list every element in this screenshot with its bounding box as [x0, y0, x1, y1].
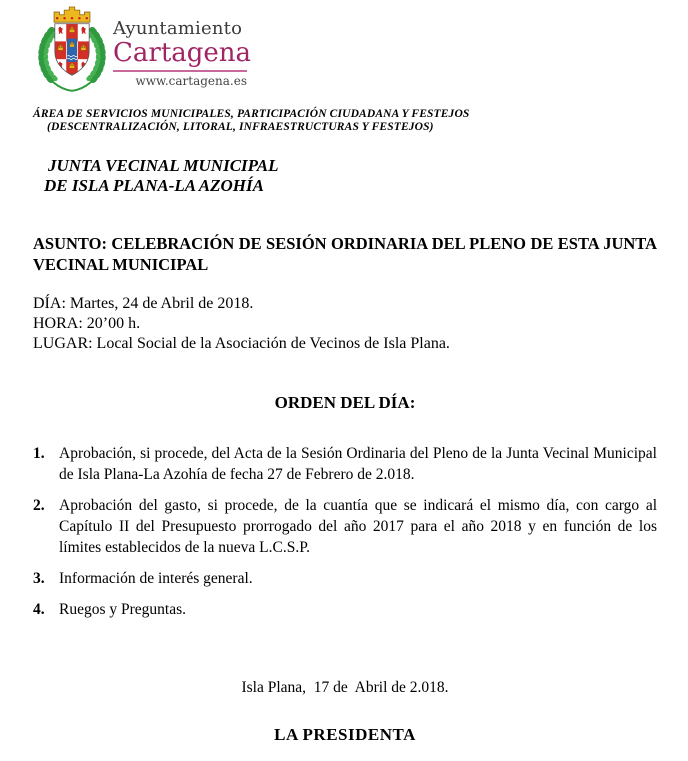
- agenda-item-text: Ruegos y Preguntas.: [59, 601, 187, 618]
- signature-title: LA PRESIDENTA: [274, 725, 416, 744]
- session-time: HORA: 20’00 h.: [33, 315, 141, 332]
- subject-line: ASUNTO: CELEBRACIÓN DE SESIÓN ORDINARIA DEL PLENO DE ESTA JUNTA VECINAL MUNICIPAL: [33, 234, 657, 274]
- agenda-item: [33, 495, 657, 558]
- agenda-item-number: 4.: [33, 601, 45, 618]
- agenda-item: [33, 568, 657, 589]
- agenda-item-number: 3.: [33, 570, 45, 587]
- closing-place-date: Isla Plana, 17 de Abril de 2.018.: [241, 679, 449, 696]
- agenda-title: ORDEN DEL DÍA:: [274, 393, 416, 412]
- agenda-item: [33, 599, 657, 620]
- department-line2: (DESCENTRALIZACIÓN, LITORAL, INFRAESTRUCTURAS Y FESTEJOS): [47, 121, 434, 133]
- agenda-item-text: Aprobación, si procede, del Acta de la Sesión Ordinaria del Pleno de la Junta Vecinal Municipal de Isla Plana-La Azohía de fecha 27 de Febrero de 2.018.: [59, 445, 657, 483]
- agenda-item-text: Aprobación del gasto, si procede, de la cuantía que se indicará el mismo día, con cargo al Capítulo II del Presupuesto prorrogado del año 2017 para el año 2018 y en función de los límites establecidos de la nueva L.C.S.P.: [59, 497, 657, 556]
- department-line1: ÁREA DE SERVICIOS MUNICIPALES, PARTICIPACIÓN CIUDADANA Y FESTEJOS: [33, 108, 470, 120]
- org-city: Cartagena: [113, 38, 252, 68]
- org-website: www.cartagena.es: [135, 74, 247, 88]
- session-place: LUGAR: Local Social de la Asociación de Vecinos de Isla Plana.: [33, 335, 450, 352]
- org-name: Ayuntamiento: [113, 18, 243, 39]
- department-header: [33, 108, 657, 134]
- session-details: [33, 294, 657, 354]
- agenda-list: [33, 443, 657, 620]
- agenda-item-text: Información de interés general.: [59, 570, 253, 587]
- board-line2: DE ISLA PLANA-LA AZOHÍA: [44, 176, 264, 195]
- logo: [33, 3, 252, 96]
- agenda-item-number: 1.: [33, 445, 45, 462]
- cartagena-coat-of-arms-icon: [33, 3, 111, 96]
- document-content: [0, 108, 688, 745]
- board-line1: JUNTA VECINAL MUNICIPAL: [48, 156, 279, 175]
- agenda-item: [33, 443, 657, 485]
- logo-text: [113, 3, 252, 88]
- agenda-item-number: 2.: [33, 497, 45, 514]
- logo-divider: [113, 70, 247, 72]
- board-header: [33, 156, 657, 196]
- session-day: DÍA: Martes, 24 de Abril de 2018.: [33, 295, 254, 312]
